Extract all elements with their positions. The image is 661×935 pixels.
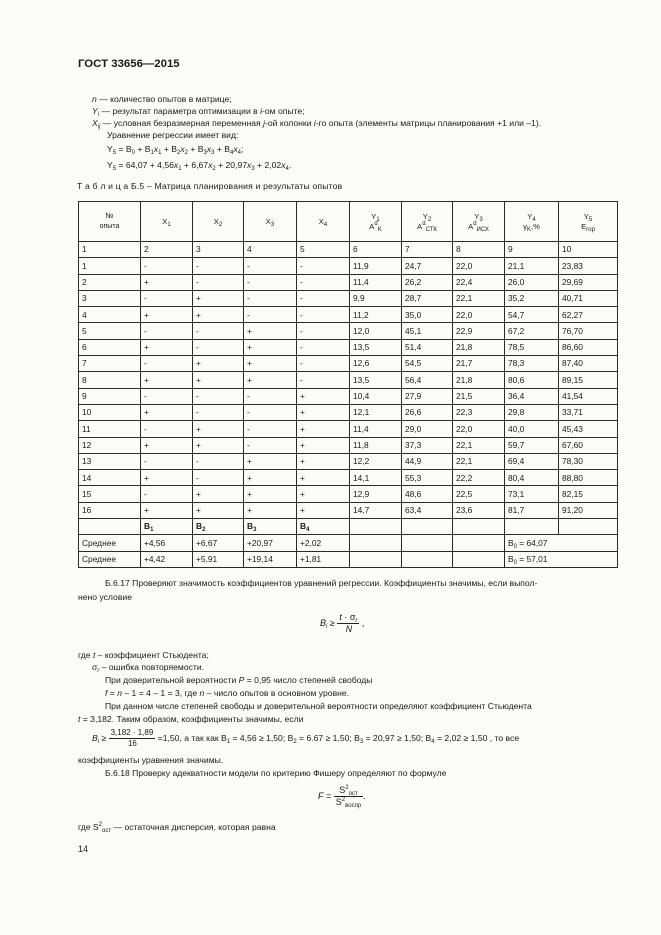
table-cell: 91,20 [559,502,618,518]
table-cell: 45,1 [402,323,453,339]
table-cell: + [244,339,297,355]
header-y5: $Y_5$ $E_{гор}$ [559,202,618,242]
header-y1: $Y_1$ $A^d_K$ [350,202,402,242]
table-cell: 22,2 [453,470,505,486]
empty-cell [79,519,141,535]
table-cell: + [297,421,350,437]
table-cell: + [193,356,244,372]
table-row [79,290,618,306]
table-cell: + [193,307,244,323]
table-cell: 13,5 [350,372,402,388]
t-definition: где t – коэффициент Стьюдента; [78,650,209,660]
table-cell: 14 [79,470,141,486]
index-cell: 4 [244,242,297,258]
table-cell: + [297,388,350,404]
table-cell: 80,4 [505,470,559,486]
empty-cell [453,519,505,535]
table-cell: 5 [79,323,141,339]
table-cell: + [297,404,350,420]
table-cell: 81,7 [505,502,559,518]
header-y4: $Y_4$ $\gamma_K,\%$ [505,202,559,242]
empty-cell [505,519,559,535]
table-cell: - [193,339,244,355]
significance-formula: $B_i$ ≥ $\frac{t \cdot \sigma_r}{N}$ , [320,612,365,635]
table-cell: - [244,388,297,404]
index-cell: 7 [402,242,453,258]
table-cell: 51,4 [402,339,453,355]
page-header: ГОСТ 33656—2015 [78,58,180,70]
b617-line1: Б.6.17 Проверяют значимость коэффициентов уравнений регрессии. Коэффициенты значимы, если выпол- [105,578,538,588]
table-cell: + [141,437,193,453]
table-row [79,437,618,453]
table-cell: 28,7 [402,290,453,306]
table-cell: + [297,502,350,518]
index-cell: 10 [559,242,618,258]
table-cell: - [297,356,350,372]
table-cell: 67,60 [559,437,618,453]
table-cell: 40,0 [505,421,559,437]
index-cell: 9 [505,242,559,258]
table-cell: 35,2 [505,290,559,306]
table-cell: 13 [79,453,141,469]
index-cell: 8 [453,242,505,258]
table-cell: 12,2 [350,453,402,469]
table-cell: + [141,274,193,290]
mean-value: +6,67 [193,535,244,551]
table-cell: 33,71 [559,404,618,420]
table-cell: 22,5 [453,486,505,502]
table-cell: 22,9 [453,323,505,339]
empty-cell [559,519,618,535]
mean-row-1 [79,535,618,551]
table-cell: 22,0 [453,307,505,323]
mean-label: Среднее [79,551,141,567]
empty-cell [402,551,453,567]
empty-cell [453,551,505,567]
table-cell: 37,3 [402,437,453,453]
significance-calc: $B_i$ ≥ $\frac{3,182 \cdot 1,89}{16}$ =1,50, а так как $B_1 = 4,56 \ge 1,50$; $B_2 = 6.67 \ge 1,50$; $B_3 = 20,97 \ge 1,50$; $B_4 = 2,02 \ge 1,50$ , то все [92,728,520,748]
table-cell: 56,4 [402,372,453,388]
table-cell: 29,8 [505,404,559,420]
planning-matrix-table [78,201,618,568]
table-cell: 9 [79,388,141,404]
table-cell: - [297,290,350,306]
table-cell: 11,2 [350,307,402,323]
table-cell: + [244,470,297,486]
table-cell: + [297,486,350,502]
student-line1: При данном числе степеней свободы и доверительной вероятности определяют коэффициент Стьюдента [105,701,532,711]
table-cell: - [193,453,244,469]
table-cell: 36,4 [505,388,559,404]
index-cell: 6 [350,242,402,258]
table-cell: - [141,453,193,469]
table-cell: 54,5 [402,356,453,372]
equation-intro: Уравнение регрессии имеет вид: [107,130,239,140]
table-row [79,372,618,388]
mean-row-2 [79,551,618,567]
mean-value: +4,42 [141,551,193,567]
mean-label: Среднее [79,535,141,551]
table-row [79,421,618,437]
table-cell: - [244,258,297,274]
table-cell: 41,54 [559,388,618,404]
def-y: $Y_i$ — результат параметра оптимизации в i-ом опыте; [92,106,305,118]
mean-value: +1,81 [297,551,350,567]
index-row [79,242,618,258]
table-row [79,274,618,290]
index-cell: 3 [193,242,244,258]
table-cell: - [244,307,297,323]
table-cell: 9,9 [350,290,402,306]
mean-value: +2,02 [297,535,350,551]
b617-line2: нено условие [78,592,132,602]
table-cell: 22,3 [453,404,505,420]
table-cell: + [244,356,297,372]
table-cell: - [141,421,193,437]
table-cell: + [297,437,350,453]
table-cell: - [244,437,297,453]
table-cell: 26,6 [402,404,453,420]
table-cell: - [193,323,244,339]
table-cell: 22,0 [453,258,505,274]
table-cell: 59,7 [505,437,559,453]
table-cell: + [141,470,193,486]
empty-cell [350,551,402,567]
index-cell: 2 [141,242,193,258]
table-cell: 12 [79,437,141,453]
header-y2: $Y_2$ $A^d_{СТК}$ [402,202,453,242]
table-cell: + [297,470,350,486]
table-row [79,470,618,486]
index-cell: 1 [79,242,141,258]
b1-label: $B_1$ [141,519,193,535]
empty-cell [402,519,453,535]
table-cell: + [141,339,193,355]
table-row [79,323,618,339]
table-cell: + [193,502,244,518]
mean-value: +5,91 [193,551,244,567]
table-row [79,307,618,323]
table-cell: + [193,421,244,437]
b3-label: $B_3$ [244,519,297,535]
table-cell: 21,8 [453,339,505,355]
table-row [79,404,618,420]
equation-solved: $Y_5 = 64,07 + 4,56x_1 + 6,67x_2 + 20,97x_3 + 2,02x_4$. [107,160,292,172]
table-cell: 80,6 [505,372,559,388]
b0-value: $B_0 = 57,01$ [505,551,618,567]
table-cell: - [297,372,350,388]
table-cell: 26,0 [505,274,559,290]
table-row [79,502,618,518]
table-cell: + [193,372,244,388]
table-cell: - [244,274,297,290]
table-cell: 12,6 [350,356,402,372]
b-labels-row [79,519,618,535]
table-row [79,486,618,502]
table-cell: - [193,404,244,420]
residual-variance-line: где $S^2_{ост}$ — остаточная дисперсия, которая равна [78,822,276,834]
table-row [79,339,618,355]
table-cell: 40,71 [559,290,618,306]
header-x3: $X_3$ [244,202,297,242]
table-row [79,453,618,469]
table-cell: 87,40 [559,356,618,372]
header-y3: $Y_3$ $A^d_{ИСХ}$ [453,202,505,242]
table-cell: 22,1 [453,290,505,306]
table-cell: 62,27 [559,307,618,323]
table-cell: 26,2 [402,274,453,290]
table-cell: 12,9 [350,486,402,502]
table-cell: 21,7 [453,356,505,372]
table-cell: 82,15 [559,486,618,502]
table-cell: + [141,404,193,420]
header-num: № опыта [79,202,141,242]
table-cell: + [244,372,297,388]
index-cell: 5 [297,242,350,258]
empty-cell [402,535,453,551]
fisher-formula: F = $\frac{S^2_{ост}}{S^2_{воспр}}$ . [318,785,366,810]
table-cell: 78,5 [505,339,559,355]
table-cell: 27,9 [402,388,453,404]
table-header-row [79,202,618,242]
table-cell: + [244,486,297,502]
table-cell: + [141,372,193,388]
table-cell: - [297,307,350,323]
table-cell: - [297,258,350,274]
table-cell: 35,0 [402,307,453,323]
table-cell: + [193,437,244,453]
table-cell: - [297,274,350,290]
empty-cell [453,535,505,551]
empty-cell [350,535,402,551]
student-line2: t = 3,182. Таким образом, коэффициенты значимы, если [78,714,304,724]
table-row [79,388,618,404]
b0-value: $B_0 = 64,07$ [505,535,618,551]
table-cell: 15 [79,486,141,502]
table-cell: + [193,290,244,306]
table-cell: - [141,356,193,372]
table-cell: 22,0 [453,421,505,437]
table-cell: 48,6 [402,486,453,502]
table-cell: - [193,388,244,404]
page-number: 14 [78,844,89,854]
table-cell: 55,3 [402,470,453,486]
table-cell: + [193,486,244,502]
table-cell: 22,1 [453,453,505,469]
table-cell: 7 [79,356,141,372]
table-cell: 21,8 [453,372,505,388]
table-cell: 11,9 [350,258,402,274]
table-cell: + [141,502,193,518]
header-x1: $X_1$ [141,202,193,242]
table-cell: 29,0 [402,421,453,437]
table-cell: + [244,323,297,339]
table-cell: 45,43 [559,421,618,437]
table-cell: - [141,323,193,339]
table-cell: 11,4 [350,274,402,290]
table-cell: 89,15 [559,372,618,388]
confidence-line: При доверительной вероятности P = 0,95 число степеней свободы [105,675,373,685]
table-cell: 22,4 [453,274,505,290]
empty-cell [350,519,402,535]
table-cell: 10 [79,404,141,420]
table-cell: + [297,453,350,469]
table-cell: 12,0 [350,323,402,339]
table-cell: 29,69 [559,274,618,290]
table-cell: 73,1 [505,486,559,502]
table-cell: 14,7 [350,502,402,518]
table-cell: - [297,339,350,355]
equation-general: $Y_5 = B_0 + B_1x_1 + B_2x_2 + B_3x_3 + B_4x_4$; [107,144,244,156]
table-cell: 3 [79,290,141,306]
table-cell: 23,83 [559,258,618,274]
table-cell: - [141,258,193,274]
table-cell: 13,5 [350,339,402,355]
table-cell: 2 [79,274,141,290]
table-cell: 78,3 [505,356,559,372]
degrees-freedom-line: f = n – 1 = 4 – 1 = 3, где n – число опытов в основном уровне. [105,688,350,698]
b618-line1: Б.6.18 Проверку адекватности модели по критерию Фишеру определяют по формуле [105,768,447,778]
header-x2: $X_2$ [193,202,244,242]
b2-label: $B_2$ [193,519,244,535]
table-cell: 1 [79,258,141,274]
table-cell: 12,1 [350,404,402,420]
table-cell: 54,7 [505,307,559,323]
mean-value: +20,97 [244,535,297,551]
table-cell: - [193,274,244,290]
table-cell: 44,9 [402,453,453,469]
sigma-definition: $\sigma_r$ – ошибка повторяемости. [92,662,205,674]
table-caption: Т а б л и ц а Б.5 – Матрица планирования и результаты опытов [77,181,343,191]
table-cell: 14,1 [350,470,402,486]
calc-conclusion: коэффициенты уравнения значимы. [78,755,224,765]
table-cell: 10,4 [350,388,402,404]
table-cell: 16 [79,502,141,518]
table-cell: + [244,453,297,469]
table-cell: - [193,258,244,274]
data-rows [79,258,618,519]
table-cell: 86,60 [559,339,618,355]
table-cell: - [193,470,244,486]
table-cell: 8 [79,372,141,388]
mean-value: +19,14 [244,551,297,567]
b4-label: $B_4$ [297,519,350,535]
table-cell: 11 [79,421,141,437]
table-cell: 11,8 [350,437,402,453]
table-cell: 78,30 [559,453,618,469]
table-cell: - [141,290,193,306]
table-cell: 23,6 [453,502,505,518]
table-cell: 4 [79,307,141,323]
table-cell: - [244,404,297,420]
table-cell: 24,7 [402,258,453,274]
table-cell: 69,4 [505,453,559,469]
table-cell: 67,2 [505,323,559,339]
table-cell: 76,70 [559,323,618,339]
def-x: $X_{ij}$ — условная безразмерная переменная j-ой колонки i-го опыта (элементы матрицы планирования +1 или –1). [92,118,542,130]
table-cell: + [244,502,297,518]
table-cell: 21,1 [505,258,559,274]
table-cell: - [244,421,297,437]
table-cell: 21,5 [453,388,505,404]
table-cell: + [141,307,193,323]
table-row [79,258,618,274]
header-x4: $X_4$ [297,202,350,242]
table-cell: 22,1 [453,437,505,453]
table-row [79,356,618,372]
table-cell: - [141,486,193,502]
table-cell: 6 [79,339,141,355]
def-n: n — количество опытов в матрице; [92,94,232,104]
table-cell: - [244,290,297,306]
table-cell: - [297,323,350,339]
table-cell: - [141,388,193,404]
mean-value: +4,56 [141,535,193,551]
table-cell: 63,4 [402,502,453,518]
table-cell: 11,4 [350,421,402,437]
table-cell: 88,80 [559,470,618,486]
